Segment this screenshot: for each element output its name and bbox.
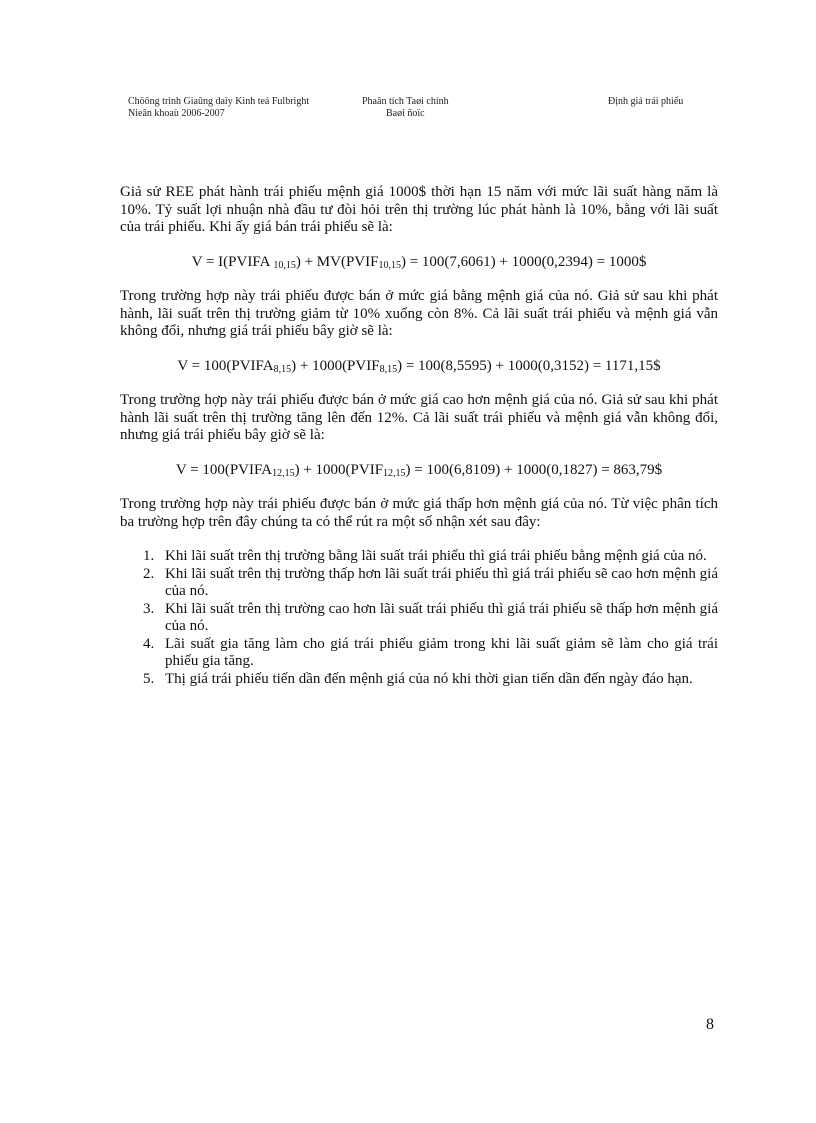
formula-2-sub-a: 8,15 [273,363,292,375]
list-item: 2. Khi lãi suất trên thị trường thấp hơn lãi suất trái phiếu thì giá trái phiếu sẽ cao hơn mệnh giá của nó. [158,566,718,601]
formula-2-part-b: ) + 1000(PVIF [291,357,380,374]
formula-1-part-a: V = I(PVIFA [191,253,274,270]
formula-2-sub-b: 8,15 [379,363,398,375]
document-body [120,184,718,688]
list-item: 1. Khi lãi suất trên thị trường bằng lãi suất trái phiếu thì giá trái phiếu bằng mệnh giá của nó. [158,548,718,566]
paragraph-2: Trong trường hợp này trái phiếu được bán ở mức giá bằng mệnh giá của nó. Giả sử sau khi phát hành, lãi suất trên thị trường giảm từ 10% xuống còn 8%. Cả lãi suất trái phiếu và mệnh giá vẫn không đổi, nhưng giá trái phiếu bây giờ sẽ là: [120,288,718,339]
formula-2-part-c: ) = 100(8,5595) + 1000(0,3152) = 1171,15$ [397,357,661,374]
formula-1-sub-b: 10,15 [378,259,401,271]
formula-2-part-a: V = 100(PVIFA [177,357,274,374]
list-item: 3. Khi lãi suất trên thị trường cao hơn lãi suất trái phiếu thì giá trái phiếu sẽ thấp hơn mệnh giá của nó. [158,601,718,636]
formula-3 [120,462,718,480]
formula-1-part-c: ) = 100(7,6061) + 1000(0,2394) = 1000$ [400,253,647,270]
formula-1 [120,254,718,272]
formula-2 [120,358,718,376]
formula-3-part-c: ) = 100(6,8109) + 1000(0,1827) = 863,79$ [405,461,663,478]
header-course [362,96,449,120]
formula-3-sub-a: 12,15 [272,467,295,479]
list-item: 4. Lãi suất gia tăng làm cho giá trái phiếu giảm trong khi lãi suất giảm sẽ làm cho giá trái phiếu gia tăng. [158,636,718,671]
header-reading-label: Baøi ñoïc [386,108,425,119]
page-number: 8 [706,1016,714,1033]
paragraph-3: Trong trường hợp này trái phiếu được bán ở mức giá cao hơn mệnh giá của nó. Giả sử sau khi phát hành lãi suất trên thị trường tăng lên đến 12%. Cả lãi suất trái phiếu và mệnh giá vẫn không đổi, nhưng giá trái phiếu bây giờ sẽ là: [120,392,718,443]
formula-3-part-b: ) + 1000(PVIF [294,461,384,478]
list-item: 5. Thị giá trái phiếu tiến dần đến mệnh giá của nó khi thời gian tiến dần đến ngày đáo hạn. [158,671,718,689]
header-course-name: Phaân tích Taøi chính [362,96,449,107]
paragraph-4: Trong trường hợp này trái phiếu được bán ở mức giá thấp hơn mệnh giá của nó. Từ việc phân tích ba trường hợp trên đây chúng ta có thể rút ra một số nhận xét sau đây: [120,496,718,530]
paragraph-1: Giả sử REE phát hành trái phiếu mệnh giá 1000$ thời hạn 15 năm với mức lãi suất hàng năm là 10%. Tỷ suất lợi nhuận nhà đầu tư đòi hỏi trên thị trường lúc phát hành là 10%, bằng với lãi suất của trái phiếu. Khi ấy giá bán trái phiếu sẽ là: [120,184,718,235]
formula-3-part-a: V = 100(PVIFA [175,461,273,478]
formula-1-part-b: ) + MV(PVIF [295,253,379,270]
header-program-name: Chöông trình Giaûng daïy Kinh teá Fulbright [128,96,310,107]
observations-list [120,548,718,688]
header-academic-year: Nieân khoaù 2006-2007 [128,108,225,119]
formula-1-sub-a: 10,15 [273,259,296,271]
header-program [128,96,309,120]
formula-3-sub-b: 12,15 [383,467,406,479]
header-chapter-title: Định giá trái phiếu [608,96,684,107]
